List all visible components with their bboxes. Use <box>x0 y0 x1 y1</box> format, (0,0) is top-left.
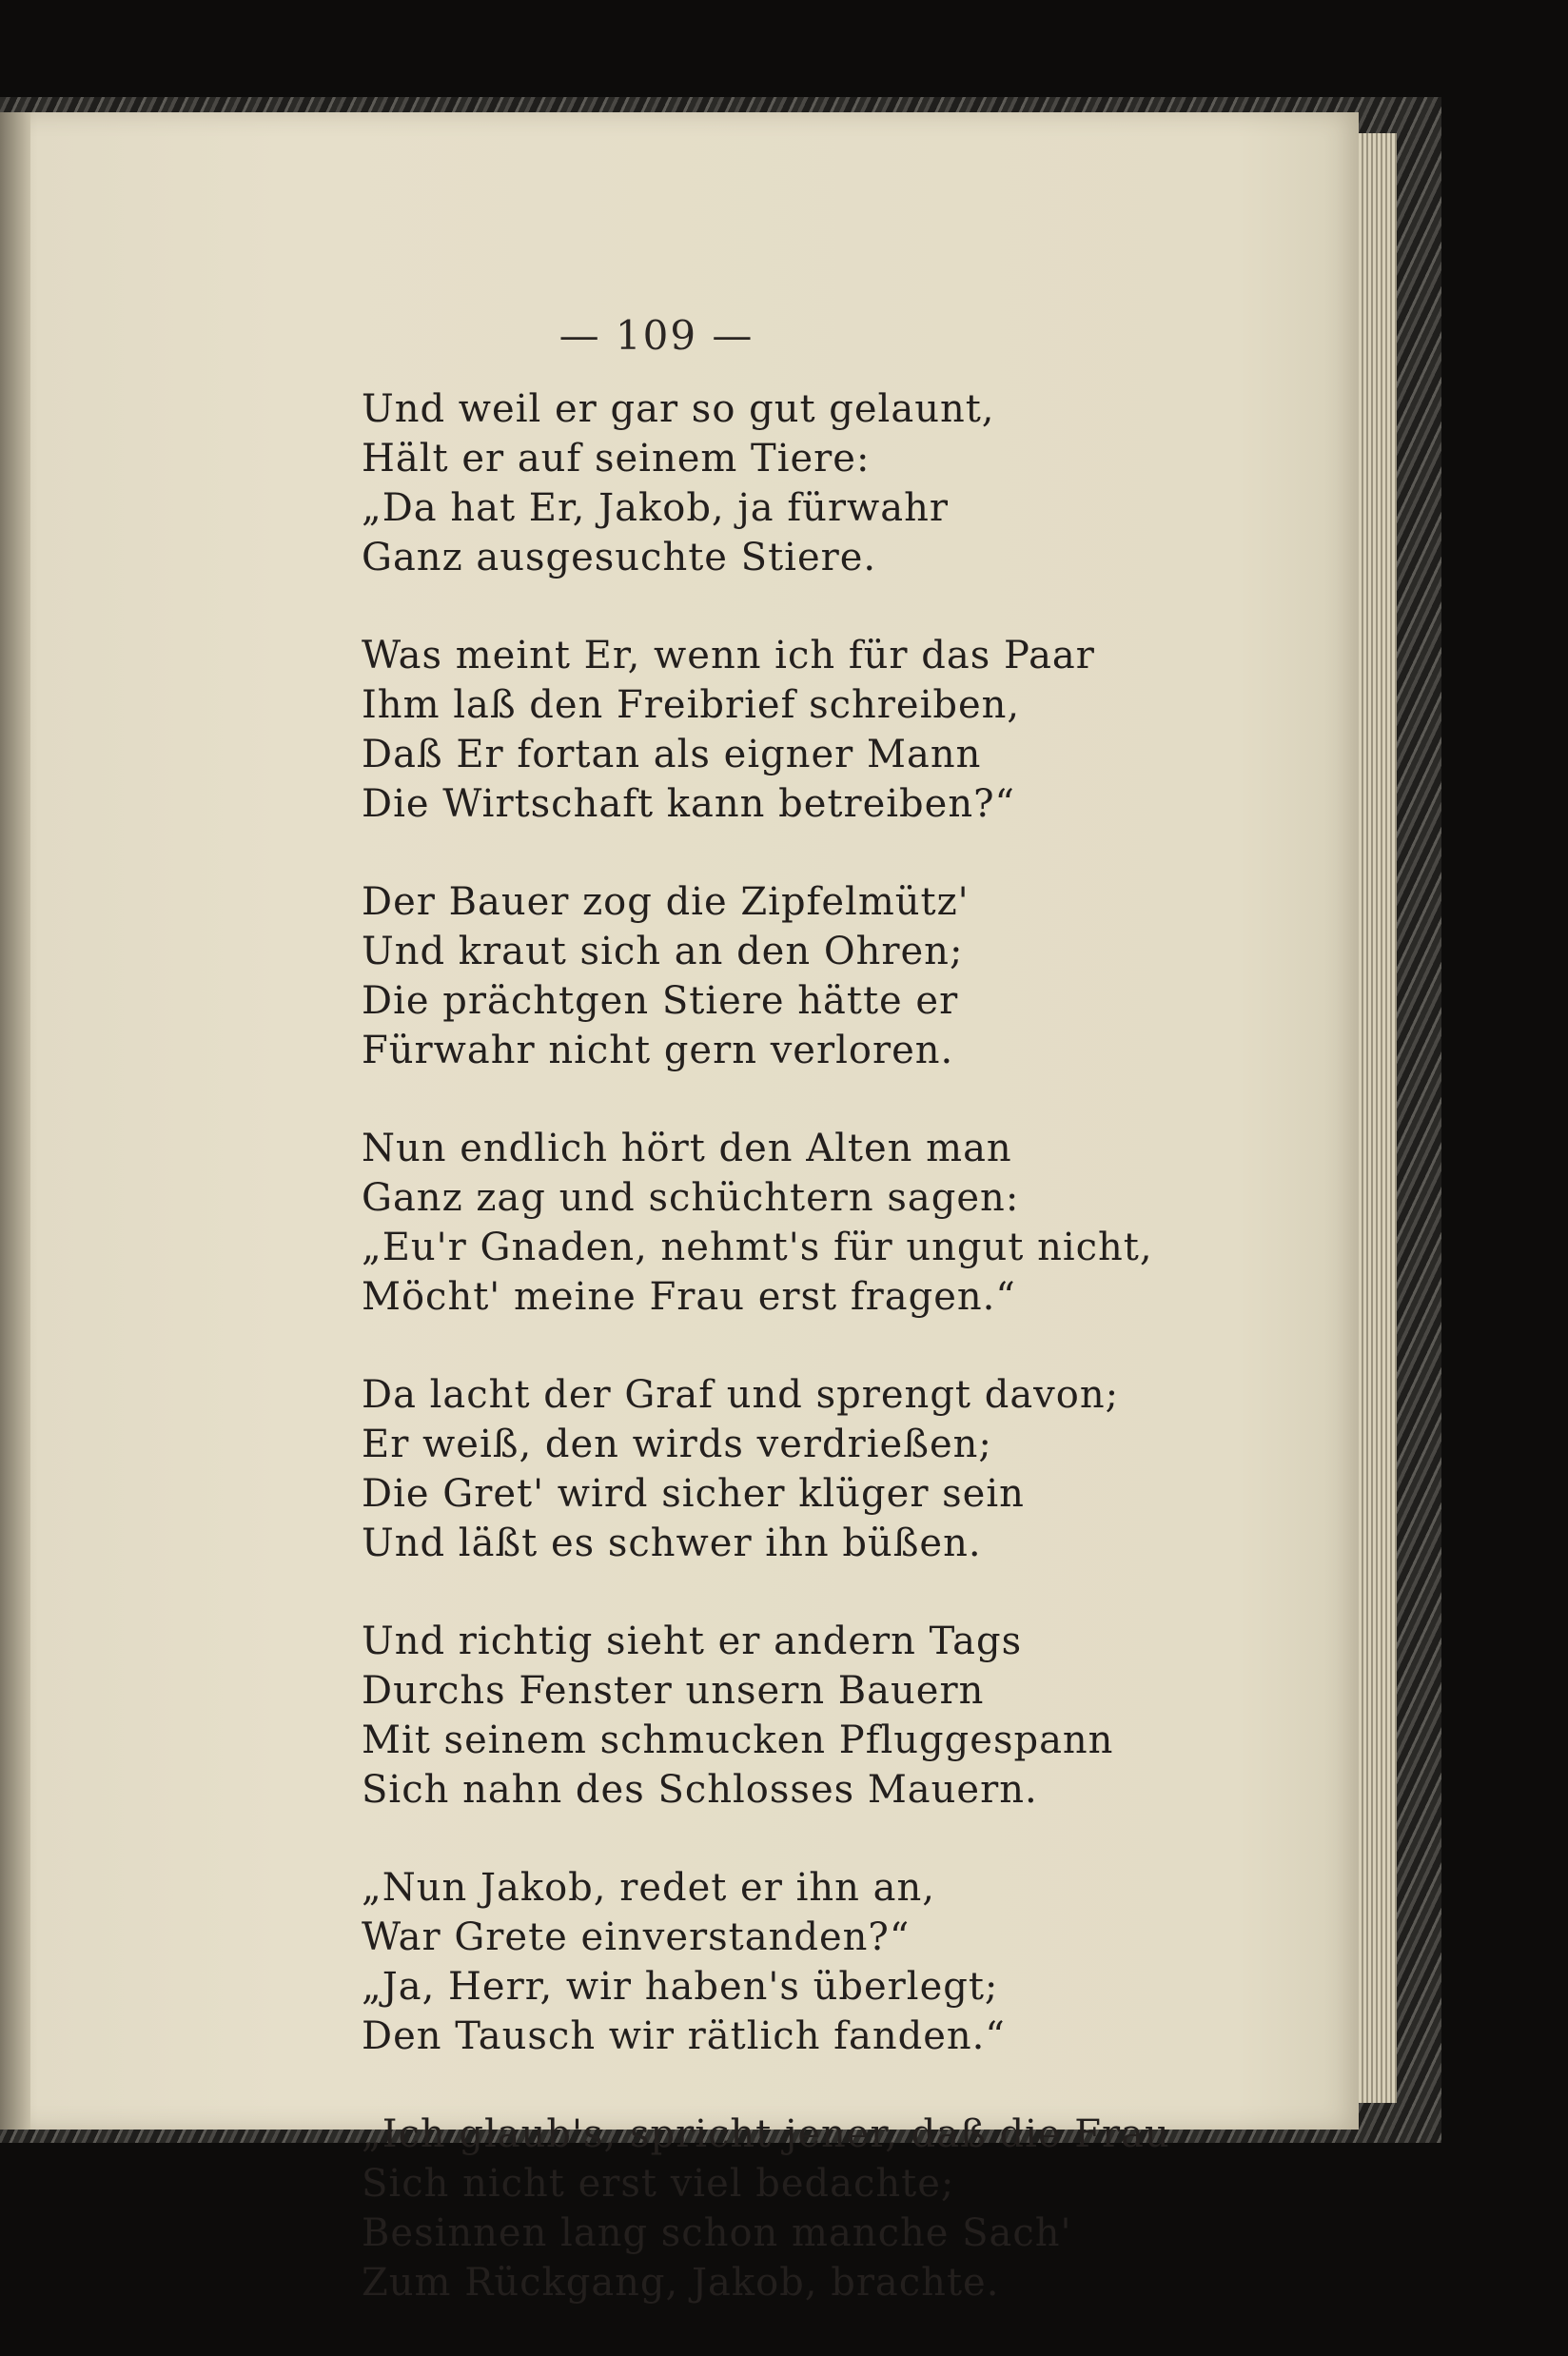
verse-line: Und läßt es schwer ihn büßen. <box>362 1522 982 1565</box>
verse-line: Durchs Fenster unsern Bauern <box>362 1669 985 1713</box>
verse-line: Und richtig sieht er andern Tags <box>362 1620 1023 1663</box>
stanza <box>362 1617 1332 1815</box>
verse-line: „Ja, Herr, wir haben's überlegt; <box>362 1965 999 2009</box>
verse-line: Möcht' meine Frau erst fragen.“ <box>362 1275 1016 1319</box>
poem <box>362 384 1332 2356</box>
verse-line: Den Tausch wir rätlich fanden.“ <box>362 2014 1006 2058</box>
verse-line: „Ich glaub's, spricht jener, daß die Frau <box>362 2112 1170 2156</box>
verse-line: Besinnen lang schon manche Sach' <box>362 2211 1072 2255</box>
verse-line: Daß Er fortan als eigner Mann <box>362 733 982 776</box>
verse-line: Der Bauer zog die Zipfelmütz' <box>362 880 970 924</box>
verse-line: Nun endlich hört den Alten man <box>362 1127 1012 1170</box>
page-number: — 109 — <box>559 312 755 359</box>
verse-line: Die prächtgen Stiere hätte er <box>362 979 959 1023</box>
stanza <box>362 1370 1332 1568</box>
stanza <box>362 384 1332 582</box>
verse-line: „Nun Jakob, redet er ihn an, <box>362 1866 935 1910</box>
verse-line: Mit seinem schmucken Pfluggespann <box>362 1718 1114 1762</box>
verse-line: Und weil er gar so gut gelaunt, <box>362 387 995 431</box>
verse-line: „Eu'r Gnaden, nehmt's für ungut nicht, <box>362 1226 1153 1269</box>
verse-line: Ihm laß den Freibrief schreiben, <box>362 683 1021 727</box>
verse-line: Ganz zag und schüchtern sagen: <box>362 1176 1020 1220</box>
verse-line: Sich nicht erst viel bedachte; <box>362 2162 955 2206</box>
stanza <box>362 1124 1332 1322</box>
verse-line: War Grete einverstanden?“ <box>362 1915 911 1959</box>
verse-line: Die Gret' wird sicher klüger sein <box>362 1472 1025 1516</box>
verse-line: „Da hat Er, Jakob, ja fürwahr <box>362 486 949 530</box>
stanza <box>362 2110 1332 2307</box>
stanza <box>362 1863 1332 2061</box>
verse-line: Die Wirtschaft kann betreiben?“ <box>362 782 1015 826</box>
stanza <box>362 877 1332 1075</box>
verse-line: Und kraut sich an den Ohren; <box>362 930 964 973</box>
page-gutter <box>0 112 30 2130</box>
verse-line: Was meint Er, wenn ich für das Paar <box>362 634 1095 677</box>
verse-line: Ganz ausgesuchte Stiere. <box>362 536 877 579</box>
verse-line: Sich nahn des Schlosses Mauern. <box>362 1768 1038 1812</box>
verse-line: Zum Rückgang, Jakob, brachte. <box>362 2261 1000 2305</box>
verse-line: Fürwahr nicht gern verloren. <box>362 1029 954 1072</box>
verse-line: Er weiß, den wirds verdrießen; <box>362 1423 992 1466</box>
verse-line: Hält er auf seinem Tiere: <box>362 437 871 481</box>
stanza <box>362 631 1332 829</box>
verse-line: Da lacht der Graf und sprengt davon; <box>362 1373 1120 1417</box>
